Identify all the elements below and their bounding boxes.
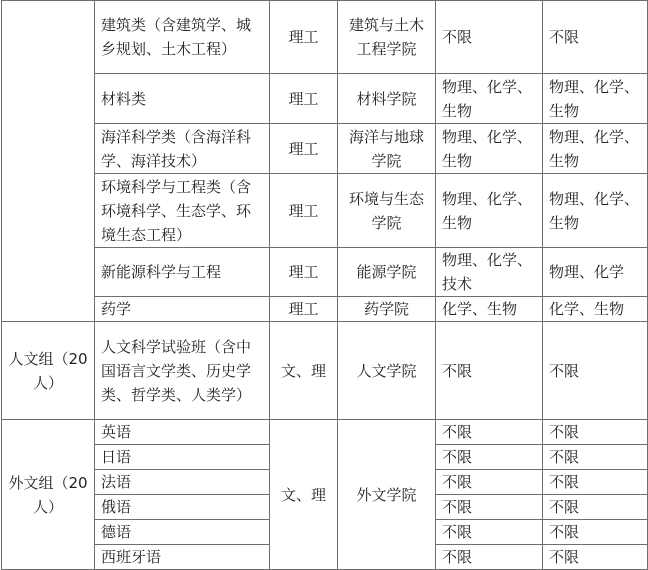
college-cell: 人文学院 bbox=[338, 322, 436, 420]
requirement-cell: 物理、化学、技术 bbox=[436, 248, 543, 297]
requirement-cell: 不限 bbox=[436, 470, 543, 495]
category-cell: 理工 bbox=[270, 297, 338, 322]
category-cell: 文、理 bbox=[270, 322, 338, 420]
requirement-cell: 不限 bbox=[436, 545, 543, 570]
requirement-cell: 化学、生物 bbox=[543, 297, 648, 322]
requirement-cell: 不限 bbox=[436, 445, 543, 470]
college-cell: 海洋与地球学院 bbox=[338, 124, 436, 174]
category-cell: 理工 bbox=[270, 1, 338, 74]
requirement-cell: 不限 bbox=[436, 1, 543, 74]
table-row bbox=[2, 248, 648, 297]
requirement-cell: 物理、化学、生物 bbox=[543, 74, 648, 124]
category-cell: 理工 bbox=[270, 174, 338, 248]
major-cell: 德语 bbox=[95, 520, 270, 545]
requirement-cell: 不限 bbox=[543, 322, 648, 420]
requirement-cell: 物理、化学、生物 bbox=[436, 74, 543, 124]
major-cell: 俄语 bbox=[95, 495, 270, 520]
college-cell: 建筑与土木工程学院 bbox=[338, 1, 436, 74]
major-cell: 药学 bbox=[95, 297, 270, 322]
requirement-cell: 物理、化学、生物 bbox=[543, 124, 648, 174]
requirement-cell: 物理、化学、生物 bbox=[436, 174, 543, 248]
major-cell: 环境科学与工程类（含环境科学、生态学、环境生态工程） bbox=[95, 174, 270, 248]
major-cell: 材料类 bbox=[95, 74, 270, 124]
major-cell: 新能源科学与工程 bbox=[95, 248, 270, 297]
college-cell: 外文学院 bbox=[338, 420, 436, 570]
group-cell-foreign: 外文组（20人） bbox=[2, 420, 95, 570]
college-cell: 能源学院 bbox=[338, 248, 436, 297]
category-cell: 理工 bbox=[270, 124, 338, 174]
table-row bbox=[2, 124, 648, 174]
category-cell: 理工 bbox=[270, 248, 338, 297]
requirement-cell: 不限 bbox=[543, 520, 648, 545]
major-cell: 西班牙语 bbox=[95, 545, 270, 570]
admission-table bbox=[1, 0, 648, 570]
requirement-cell: 化学、生物 bbox=[436, 297, 543, 322]
category-cell: 文、理 bbox=[270, 420, 338, 570]
table-row bbox=[2, 297, 648, 322]
requirement-cell: 不限 bbox=[543, 470, 648, 495]
requirement-cell: 不限 bbox=[543, 420, 648, 445]
group-cell-continued bbox=[2, 1, 95, 322]
requirement-cell: 不限 bbox=[543, 1, 648, 74]
category-cell: 理工 bbox=[270, 74, 338, 124]
table-row bbox=[2, 322, 648, 420]
group-cell-humanities: 人文组（20人） bbox=[2, 322, 95, 420]
major-cell: 法语 bbox=[95, 470, 270, 495]
major-cell: 英语 bbox=[95, 420, 270, 445]
major-cell: 人文科学试验班（含中国语言文学类、历史学类、哲学类、人类学） bbox=[95, 322, 270, 420]
requirement-cell: 不限 bbox=[543, 495, 648, 520]
requirement-cell: 不限 bbox=[543, 445, 648, 470]
requirement-cell: 物理、化学 bbox=[543, 248, 648, 297]
major-cell: 海洋科学类（含海洋科学、海洋技术） bbox=[95, 124, 270, 174]
table-row bbox=[2, 174, 648, 248]
requirement-cell: 不限 bbox=[543, 545, 648, 570]
table-row bbox=[2, 74, 648, 124]
table-row bbox=[2, 420, 648, 445]
requirement-cell: 不限 bbox=[436, 420, 543, 445]
requirement-cell: 不限 bbox=[436, 495, 543, 520]
college-cell: 药学院 bbox=[338, 297, 436, 322]
major-cell: 建筑类（含建筑学、城乡规划、土木工程） bbox=[95, 1, 270, 74]
college-cell: 环境与生态学院 bbox=[338, 174, 436, 248]
table-row bbox=[2, 1, 648, 74]
requirement-cell: 不限 bbox=[436, 322, 543, 420]
requirement-cell: 物理、化学、生物 bbox=[436, 124, 543, 174]
college-cell: 材料学院 bbox=[338, 74, 436, 124]
requirement-cell: 物理、化学、生物 bbox=[543, 174, 648, 248]
requirement-cell: 不限 bbox=[436, 520, 543, 545]
major-cell: 日语 bbox=[95, 445, 270, 470]
